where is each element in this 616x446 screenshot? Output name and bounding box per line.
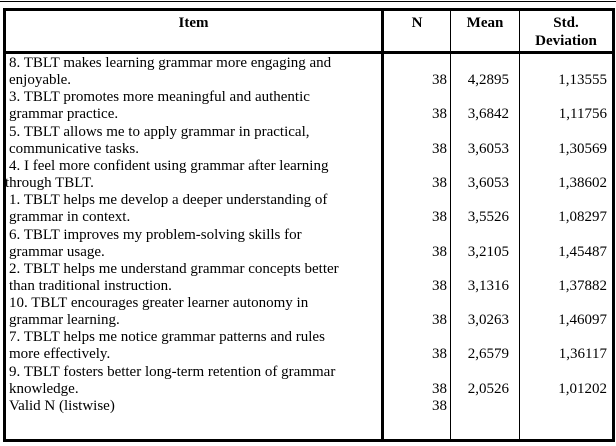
table-row: [6, 227, 612, 261]
item-text: [5, 158, 379, 192]
descriptive-statistics-table: [3, 8, 615, 442]
cell-mean: 3,0263: [467, 312, 509, 328]
table-row: [6, 261, 612, 295]
cell-mean: 3,2105: [467, 244, 509, 260]
item-line1: 3. TBLT promotes more meaningful and authentic: [9, 89, 310, 105]
item-text: [9, 55, 379, 89]
header-std-deviation: [520, 11, 612, 51]
table-row: [6, 295, 612, 329]
table-row: [6, 192, 612, 226]
item-line1: 1. TBLT helps me develop a deeper understanding of: [9, 192, 328, 208]
cell-n: 38: [432, 141, 447, 157]
cell-mean: 3,5526: [467, 209, 509, 225]
header-std-line2: Deviation: [535, 33, 597, 49]
table-header: [6, 11, 612, 54]
item-line2: grammar usage.: [9, 244, 105, 260]
cell-mean: 4,2895: [467, 72, 509, 88]
item-line1: 9. TBLT fosters better long-term retention of grammar: [9, 364, 336, 380]
table-row-valid-n: [6, 398, 612, 418]
table-row: [6, 158, 612, 192]
cell-n: 38: [432, 209, 447, 225]
cell-std-deviation: 1,11756: [558, 106, 607, 122]
item-text: [9, 89, 379, 123]
cell-mean: 2,6579: [467, 346, 509, 362]
item-text: [9, 329, 379, 363]
header-n: N: [411, 15, 423, 31]
cell-std-deviation: 1,38602: [558, 175, 607, 191]
cell-n: 38: [432, 312, 447, 328]
table-row: [6, 364, 612, 398]
cell-mean: 3,6053: [467, 175, 509, 191]
item-text: [9, 295, 379, 329]
item-line1: 7. TBLT helps me notice grammar patterns and rules: [9, 329, 325, 345]
cell-n: 38: [432, 278, 447, 294]
item-line1: 4. I feel more confident using grammar after learning: [9, 158, 329, 174]
valid-n-value: 38: [432, 398, 447, 414]
table-body: [6, 54, 612, 439]
item-line1: 2. TBLT helps me understand grammar concepts better: [9, 261, 339, 277]
cell-n: 38: [432, 244, 447, 260]
item-line2: grammar practice.: [9, 106, 119, 122]
cell-mean: 3,1316: [467, 278, 509, 294]
table-row: [6, 329, 612, 363]
item-line2: through TBLT.: [5, 175, 94, 191]
item-line2: grammar in context.: [9, 209, 131, 225]
page-top-rule: [0, 1, 616, 2]
header-std-line1: Std.: [553, 15, 579, 31]
cell-mean: 3,6842: [467, 106, 509, 122]
header-mean: Mean: [466, 15, 504, 31]
cell-std-deviation: 1,30569: [558, 141, 607, 157]
item-line1: 10. TBLT encourages greater learner autonomy in: [9, 295, 309, 311]
cell-n: 38: [432, 175, 447, 191]
cell-n: 38: [432, 346, 447, 362]
item-line2: knowledge.: [9, 381, 79, 397]
table-row: [6, 55, 612, 89]
cell-std-deviation: 1,01202: [558, 381, 607, 397]
item-line2: more effectively.: [9, 346, 111, 362]
table-row: [6, 124, 612, 158]
table-row: [6, 89, 612, 123]
item-text: [9, 124, 379, 158]
cell-n: 38: [432, 106, 447, 122]
item-line2: grammar learning.: [9, 312, 120, 328]
item-line2: enjoyable.: [9, 72, 72, 88]
item-text: [9, 364, 379, 398]
item-line2: than traditional instruction.: [9, 278, 172, 294]
cell-n: 38: [432, 72, 447, 88]
item-line1: 5. TBLT allows me to apply grammar in practical,: [9, 124, 310, 140]
cell-mean: 3,6053: [467, 141, 509, 157]
item-text: [9, 192, 379, 226]
header-item: Item: [178, 15, 209, 31]
cell-std-deviation: 1,46097: [558, 312, 607, 328]
valid-n-label: Valid N (listwise): [9, 398, 115, 414]
cell-std-deviation: 1,13555: [558, 72, 607, 88]
cell-std-deviation: 1,37882: [558, 278, 607, 294]
cell-mean: 2,0526: [467, 381, 509, 397]
cell-std-deviation: 1,45487: [558, 244, 607, 260]
cell-std-deviation: 1,36117: [558, 346, 607, 362]
item-line2: communicative tasks.: [9, 141, 139, 157]
cell-n: 38: [432, 381, 447, 397]
item-text: [9, 227, 379, 261]
cell-std-deviation: 1,08297: [558, 209, 607, 225]
item-line1: 6. TBLT improves my problem-solving skills for: [9, 227, 302, 243]
item-line1: 8. TBLT makes learning grammar more engaging and: [9, 55, 332, 71]
item-text: [9, 261, 379, 295]
